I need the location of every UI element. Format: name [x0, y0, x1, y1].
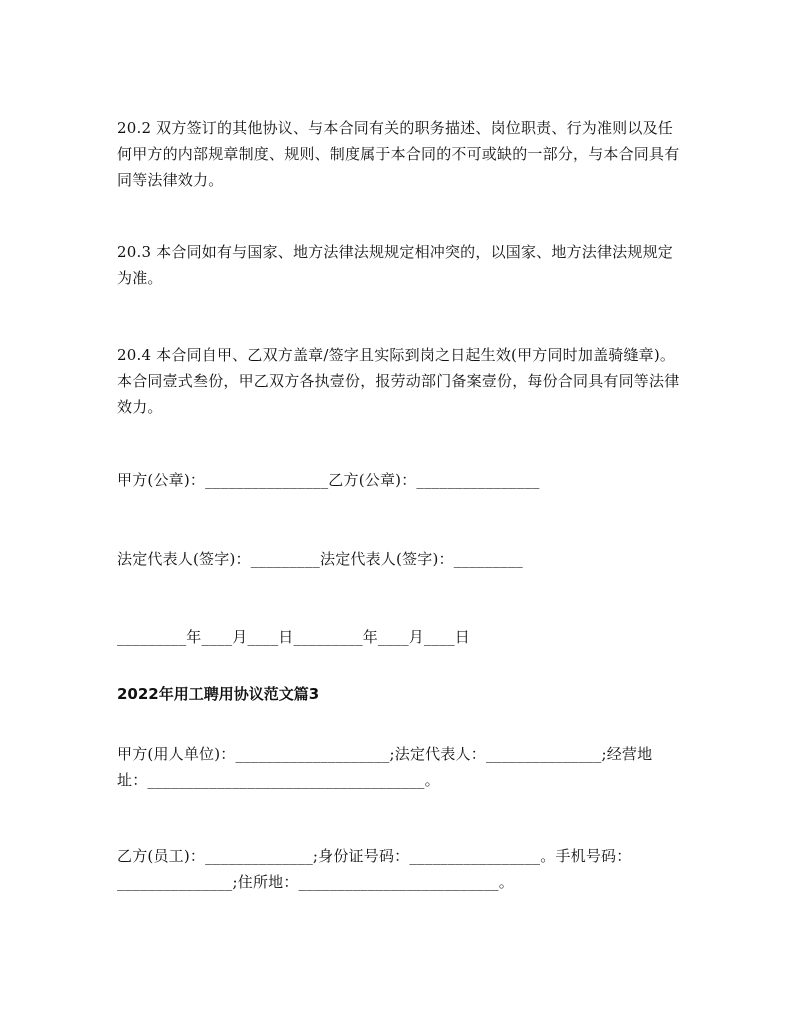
representative-signature-line: 法定代表人(签字)：_________法定代表人(签字)：_________ [117, 550, 524, 568]
date-line: _________年____月____日_________年____月____日 [117, 628, 471, 646]
clause-20-2: 20.2 双方签订的其他协议、与本合同有关的职务描述、岗位职责、行为准则以及任何甲方的内部规章制度、规则、制度属于本合同的不可或缺的一部分，与本合同具有同等法律效力。 [117, 119, 680, 189]
party-a-info: 甲方(用人单位)：____________________;法定代表人：_______________;经营地址：____________________________________。 [117, 745, 653, 789]
party-b-info: 乙方(员工)：______________;身份证号码：_________________。手机号码：_______________;住所地：__________________________。 [117, 847, 632, 891]
clause-20-4: 20.4 本合同自甲、乙双方盖章/签字且实际到岗之日起生效(甲方同时加盖骑缝章)。本合同壹式叁份，甲乙双方各执壹份，报劳动部门备案壹份，每份合同具有同等法律效力。 [117, 346, 680, 416]
seal-signature-line: 甲方(公章)：________________乙方(公章)：________________ [117, 471, 540, 489]
clause-20-3: 20.3 本合同如有与国家、地方法律法规规定相冲突的，以国家、地方法律法规规定为准。 [117, 243, 673, 287]
section-heading: 2022年用工聘用协议范文篇3 [117, 685, 320, 703]
